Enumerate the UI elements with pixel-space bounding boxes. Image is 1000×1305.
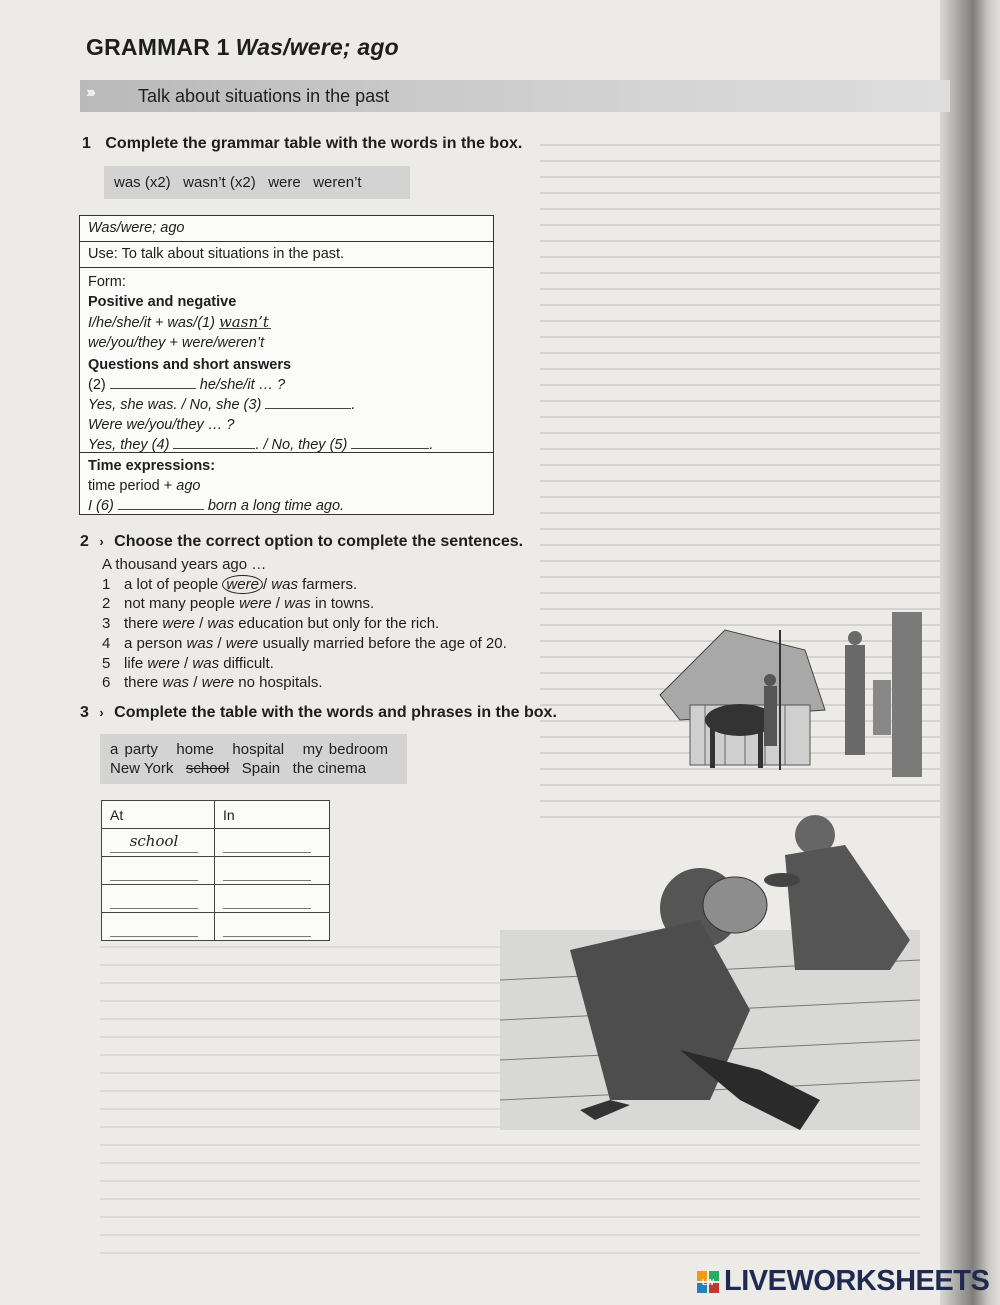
q2-item-5 xyxy=(102,654,622,674)
man-head xyxy=(764,674,776,686)
line4-end: . xyxy=(351,397,356,413)
q3-word-box xyxy=(100,734,407,784)
form-line-7 xyxy=(88,496,485,516)
pos-neg-label: Positive and negative xyxy=(88,294,237,310)
grammar-table-heading: Was/were; ago xyxy=(80,216,493,242)
option-separator: / xyxy=(193,674,198,692)
page-edge-shadow xyxy=(940,0,1000,1305)
word-a-party: a party xyxy=(110,741,158,758)
word-the-cinema: the cinema xyxy=(292,760,367,777)
item-pre: a lot of people xyxy=(124,575,219,593)
form-line-5: Were we/you/they … ? xyxy=(88,417,235,433)
item-number: 1 xyxy=(102,575,111,593)
liveworksheets-logo[interactable]: LIVEWORKSHEETS xyxy=(724,1265,990,1297)
blank-line xyxy=(223,916,311,937)
use-label: Use: xyxy=(88,246,118,262)
time-text: time period + xyxy=(88,478,173,494)
q2-item-6 xyxy=(102,673,622,693)
line7-text: I (6) xyxy=(88,498,114,514)
villager-head xyxy=(848,631,862,645)
bowl xyxy=(764,873,800,887)
blank-5[interactable] xyxy=(351,436,429,449)
blank-line xyxy=(110,888,198,909)
qsa-label: Questions and short answers xyxy=(88,357,292,373)
option-1[interactable]: was xyxy=(162,674,190,692)
cell-in-4[interactable] xyxy=(215,913,330,941)
line6-mid: . / No, they (5) xyxy=(255,437,348,453)
time-line xyxy=(88,476,485,496)
time-label: Time expressions: xyxy=(88,458,216,474)
q3-box-line-1 xyxy=(110,740,397,759)
cell-in-1[interactable] xyxy=(215,829,330,857)
q2-heading xyxy=(80,533,523,551)
form-line-2: we/you/they + were/weren’t xyxy=(88,335,265,351)
title-grammar: GRAMMAR 1 xyxy=(86,34,230,60)
basket xyxy=(703,877,767,933)
blank-line xyxy=(223,832,311,853)
q3-heading xyxy=(80,704,557,722)
item-post: no hospitals. xyxy=(238,674,323,692)
option-1[interactable]: were xyxy=(239,595,272,613)
option-2[interactable]: was xyxy=(284,595,311,613)
item-number: 5 xyxy=(102,654,111,672)
col-in: In xyxy=(215,801,330,829)
blank-6[interactable] xyxy=(118,497,204,510)
item-number: 2 xyxy=(102,595,111,613)
form-line-4 xyxy=(88,395,485,415)
q3-table xyxy=(101,800,330,941)
item-number: 4 xyxy=(102,634,111,652)
q2-list xyxy=(102,555,622,693)
grammar-table-use xyxy=(80,242,493,268)
item-post: difficult. xyxy=(223,654,274,672)
q1-instruction: Complete the grammar table with the words in the box. xyxy=(105,135,523,152)
line3-number: (2) xyxy=(88,377,106,393)
option-2[interactable]: were xyxy=(225,634,259,652)
q1-heading xyxy=(82,135,522,153)
item-pre: not many people xyxy=(124,595,235,613)
item-post: usually married before the age of 20. xyxy=(262,634,507,652)
word-spain: Spain xyxy=(241,760,281,777)
blank-line xyxy=(223,888,311,909)
line6-end: . xyxy=(429,437,434,453)
form-label: Form: xyxy=(88,274,126,290)
cell-at-3[interactable] xyxy=(102,885,215,913)
man-body xyxy=(764,686,777,746)
item-post: in towns. xyxy=(314,595,375,613)
q2-intro: A thousand years ago … xyxy=(102,556,267,573)
q2-item-3 xyxy=(102,614,622,634)
q1-word-box: was (x2) wasn’t (x2) were weren’t xyxy=(104,166,410,199)
field-illustration xyxy=(500,800,920,1130)
option-1[interactable]: were xyxy=(147,654,180,672)
form-line-3 xyxy=(88,375,485,395)
q2-item-4 xyxy=(102,634,622,654)
logo-mark-text: LW xyxy=(702,1278,714,1287)
word-school-crossed: school xyxy=(185,760,230,777)
line3-text: he/she/it … ? xyxy=(199,377,286,393)
item-pre: there xyxy=(124,674,159,692)
ox-leg xyxy=(758,728,763,768)
option-1[interactable]: was xyxy=(186,634,214,652)
line4-text: Yes, she was. / No, she (3) xyxy=(88,397,262,413)
item-pre: there xyxy=(124,615,159,633)
chevrons-icon: ››› xyxy=(86,84,93,101)
use-text: To talk about situations in the past. xyxy=(121,246,345,262)
form-line-1 xyxy=(88,312,485,333)
cell-at-2[interactable] xyxy=(102,857,215,885)
blank-3[interactable] xyxy=(265,396,351,409)
grammar-table-time xyxy=(80,453,493,518)
q3-number: 3 xyxy=(80,704,89,721)
q3-chevron-icon: › xyxy=(99,705,104,720)
option-2[interactable]: was xyxy=(192,654,220,672)
village-illustration xyxy=(630,610,922,780)
q1-number: 1 xyxy=(82,135,91,152)
q2-item-1 xyxy=(102,575,622,595)
blank-line xyxy=(110,860,198,881)
line1-text: I/he/she/it + was/(1) xyxy=(88,315,215,331)
item-pre: life xyxy=(124,654,144,672)
building-wall xyxy=(892,612,922,777)
option-1-selected[interactable]: were xyxy=(222,575,263,594)
option-2[interactable]: was xyxy=(207,615,235,633)
item-number: 3 xyxy=(102,615,111,633)
option-separator: / xyxy=(184,654,189,672)
item-pre: a person xyxy=(124,634,183,652)
word-home: home xyxy=(176,741,214,758)
word-my-bedroom: my bedroom xyxy=(302,741,389,758)
cell-in-2[interactable] xyxy=(215,857,330,885)
q2-chevron-icon: › xyxy=(99,534,104,549)
word-hospital: hospital xyxy=(232,741,285,758)
villager xyxy=(845,645,865,755)
option-1[interactable]: were xyxy=(162,615,195,633)
answer-at-1: school xyxy=(110,832,198,853)
q3-box-line-2 xyxy=(110,759,397,778)
grammar-table-form xyxy=(80,268,493,453)
villager-2 xyxy=(873,680,891,735)
item-number: 6 xyxy=(102,674,111,692)
cell-at-1[interactable] xyxy=(102,829,215,857)
woman-body xyxy=(785,845,910,970)
form-line-6 xyxy=(88,435,485,455)
blank-line xyxy=(223,860,311,881)
option-2[interactable]: were xyxy=(201,674,235,692)
option-2[interactable]: was xyxy=(271,575,298,593)
blank-4[interactable] xyxy=(173,436,255,449)
ox-leg xyxy=(710,728,715,768)
line6-text: Yes, they (4) xyxy=(88,437,170,453)
cell-in-3[interactable] xyxy=(215,885,330,913)
cell-at-4[interactable] xyxy=(102,913,215,941)
time-ago: ago xyxy=(176,478,201,494)
page-title xyxy=(86,34,399,61)
title-topic: Was/were; ago xyxy=(235,34,399,60)
option-separator: / xyxy=(199,615,204,633)
blank-line xyxy=(110,916,198,937)
q2-number: 2 xyxy=(80,533,89,550)
q2-item-2 xyxy=(102,594,622,614)
line7-post: born a long time ago. xyxy=(207,498,345,514)
option-separator: / xyxy=(262,575,268,593)
blank-2[interactable] xyxy=(110,376,196,389)
q3-instruction: Complete the table with the words and phrases in the box. xyxy=(114,704,557,721)
subtitle: Talk about situations in the past xyxy=(138,86,390,106)
blank-1[interactable]: wasn’t xyxy=(219,312,271,329)
option-separator: / xyxy=(275,595,280,613)
grammar-table xyxy=(79,215,494,515)
item-post: education but only for the rich. xyxy=(238,615,440,633)
col-at: At xyxy=(102,801,215,829)
word-new-york: New York xyxy=(110,760,174,777)
q2-instruction: Choose the correct option to complete the sentences. xyxy=(114,533,524,550)
option-separator: / xyxy=(217,634,222,652)
item-post: farmers. xyxy=(302,575,358,593)
